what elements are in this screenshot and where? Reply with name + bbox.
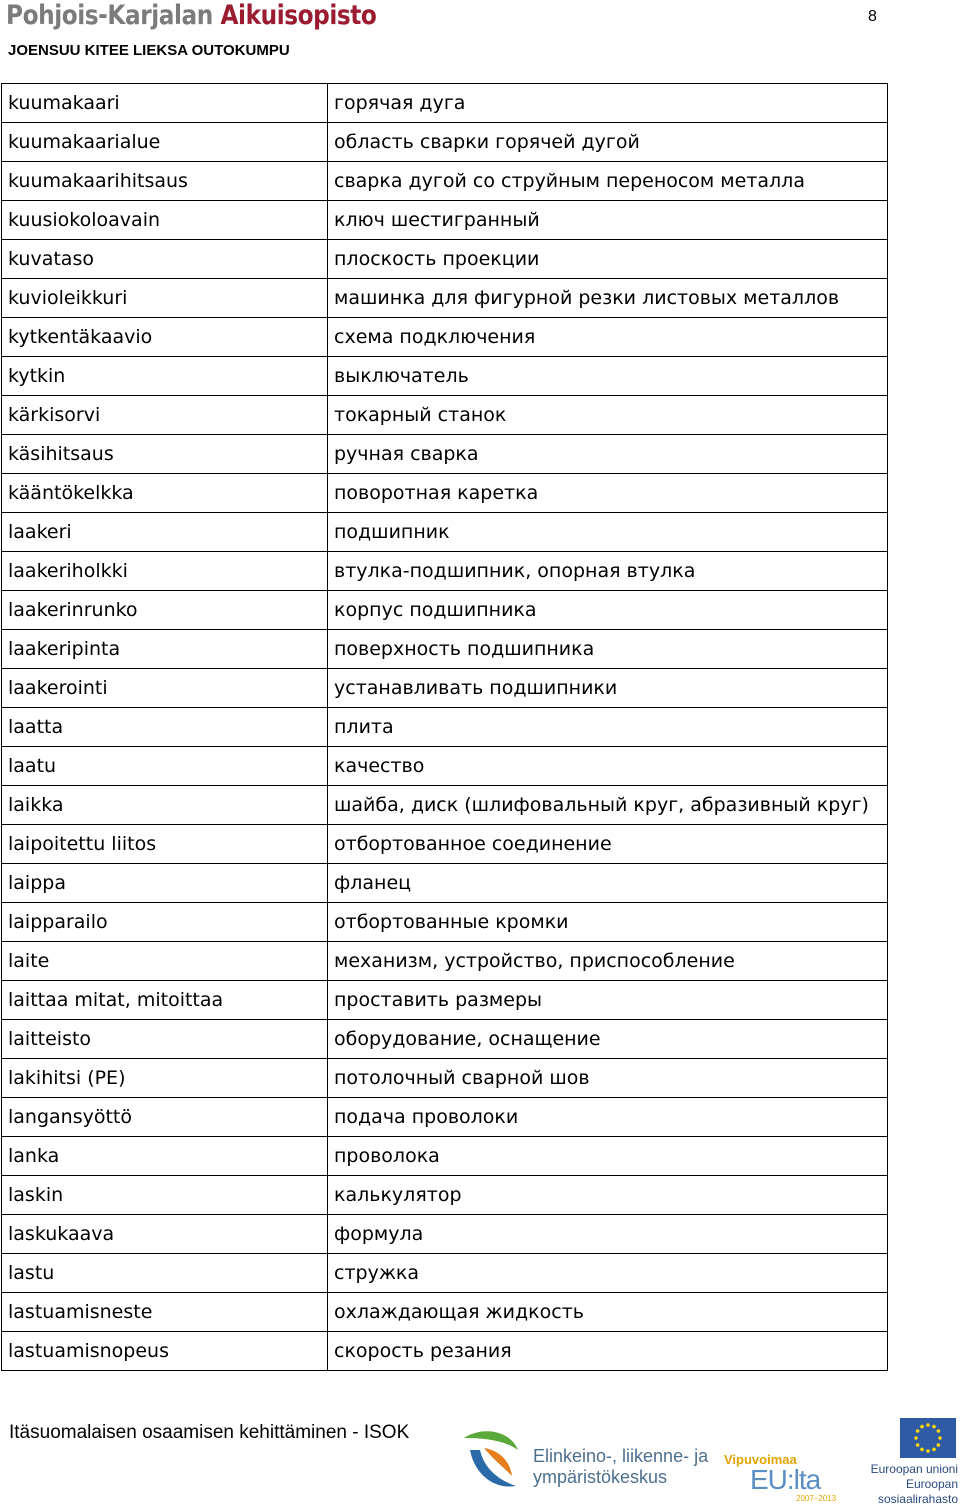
table-row <box>2 630 888 669</box>
russian-term-cell: скорость резания <box>328 1332 888 1371</box>
table-row <box>2 1254 888 1293</box>
organization-logo <box>6 0 376 40</box>
table-row <box>2 942 888 981</box>
finnish-term-cell: käsihitsaus <box>2 435 328 474</box>
eu-flag-icon <box>900 1418 956 1458</box>
finnish-term-cell: lastuamisnopeus <box>2 1332 328 1371</box>
finnish-term-cell: laskin <box>2 1176 328 1215</box>
russian-term-cell: потолочный сварной шов <box>328 1059 888 1098</box>
finnish-term-cell: laipoitettu liitos <box>2 825 328 864</box>
finnish-term-cell: kytkin <box>2 357 328 396</box>
ely-logo-icon <box>458 1424 530 1496</box>
eu-line-2: Euroopan sosiaalirahasto <box>877 1477 958 1506</box>
finnish-term-cell: laatu <box>2 747 328 786</box>
russian-term-cell: механизм, устройство, приспособление <box>328 942 888 981</box>
russian-term-cell: формула <box>328 1215 888 1254</box>
finnish-term-cell: kytkentäkaavio <box>2 318 328 357</box>
russian-term-cell: стружка <box>328 1254 888 1293</box>
russian-term-cell: подача проволоки <box>328 1098 888 1137</box>
russian-term-cell: схема подключения <box>328 318 888 357</box>
finnish-term-cell: laittaa mitat, mitoittaa <box>2 981 328 1020</box>
table-row <box>2 552 888 591</box>
glossary-body <box>2 84 888 1371</box>
table-row <box>2 1215 888 1254</box>
russian-term-cell: плоскость проекции <box>328 240 888 279</box>
table-row <box>2 1332 888 1371</box>
finnish-term-cell: lanka <box>2 1137 328 1176</box>
eu-line-1: Euroopan unioni <box>870 1462 958 1476</box>
ely-line-1: Elinkeino-, liikenne- ja <box>533 1446 709 1466</box>
logo-text-name: Aikuisopisto <box>220 0 377 31</box>
finnish-term-cell: laakerointi <box>2 669 328 708</box>
russian-term-cell: горячая дуга <box>328 84 888 123</box>
finnish-term-cell: laikka <box>2 786 328 825</box>
table-row <box>2 591 888 630</box>
table-row <box>2 435 888 474</box>
table-row <box>2 1137 888 1176</box>
finnish-term-cell: laitteisto <box>2 1020 328 1059</box>
table-row <box>2 201 888 240</box>
table-row <box>2 1020 888 1059</box>
finnish-term-cell: kuumakaarihitsaus <box>2 162 328 201</box>
russian-term-cell: подшипник <box>328 513 888 552</box>
russian-term-cell: фланец <box>328 864 888 903</box>
ely-logo-text <box>533 1446 708 1488</box>
eu-logo-text <box>836 1462 958 1507</box>
table-row <box>2 123 888 162</box>
table-row <box>2 1176 888 1215</box>
table-row <box>2 1098 888 1137</box>
finnish-term-cell: kuvioleikkuri <box>2 279 328 318</box>
finnish-term-cell: kärkisorvi <box>2 396 328 435</box>
table-row <box>2 786 888 825</box>
finnish-term-cell: laakeriholkki <box>2 552 328 591</box>
vipuvoimaa-text: Vipuvoimaa <box>724 1452 797 1467</box>
russian-term-cell: ключ шестигранный <box>328 201 888 240</box>
finnish-term-cell: laakeri <box>2 513 328 552</box>
table-row <box>2 1059 888 1098</box>
russian-term-cell: выключатель <box>328 357 888 396</box>
russian-term-cell: устанавливать подшипники <box>328 669 888 708</box>
table-row <box>2 903 888 942</box>
finnish-term-cell: lastu <box>2 1254 328 1293</box>
finnish-term-cell: kuumakaarialue <box>2 123 328 162</box>
finnish-term-cell: langansyöttö <box>2 1098 328 1137</box>
table-row <box>2 825 888 864</box>
table-row <box>2 864 888 903</box>
table-row <box>2 279 888 318</box>
finnish-term-cell: laite <box>2 942 328 981</box>
eulta-text: EU:lta <box>750 1464 821 1495</box>
finnish-term-cell: kuumakaari <box>2 84 328 123</box>
russian-term-cell: поверхность подшипника <box>328 630 888 669</box>
russian-term-cell: оборудование, оснащение <box>328 1020 888 1059</box>
russian-term-cell: машинка для фигурной резки листовых металлов <box>328 279 888 318</box>
russian-term-cell: ручная сварка <box>328 435 888 474</box>
finnish-term-cell: laipparailo <box>2 903 328 942</box>
table-row <box>2 708 888 747</box>
finnish-term-cell: kuusiokoloavain <box>2 201 328 240</box>
russian-term-cell: калькулятор <box>328 1176 888 1215</box>
russian-term-cell: проволока <box>328 1137 888 1176</box>
table-row <box>2 162 888 201</box>
russian-term-cell: плита <box>328 708 888 747</box>
finnish-term-cell: laippa <box>2 864 328 903</box>
header-subtitle: JOENSUU KITEE LIEKSA OUTOKUMPU <box>8 42 290 59</box>
table-row <box>2 240 888 279</box>
table-row <box>2 396 888 435</box>
finnish-term-cell: laakeripinta <box>2 630 328 669</box>
finnish-term-cell: laatta <box>2 708 328 747</box>
glossary-table <box>1 83 888 1371</box>
russian-term-cell: отбортованные кромки <box>328 903 888 942</box>
russian-term-cell: шайба, диск (шлифовальный круг, абразивный круг) <box>328 786 888 825</box>
russian-term-cell: поворотная каретка <box>328 474 888 513</box>
table-row <box>2 1293 888 1332</box>
table-row <box>2 357 888 396</box>
finnish-term-cell: kääntökelkka <box>2 474 328 513</box>
russian-term-cell: область сварки горячей дугой <box>328 123 888 162</box>
table-row <box>2 84 888 123</box>
page-number: 8 <box>868 8 877 25</box>
finnish-term-cell: laakerinrunko <box>2 591 328 630</box>
russian-term-cell: проставить размеры <box>328 981 888 1020</box>
russian-term-cell: качество <box>328 747 888 786</box>
finnish-term-cell: lastuamisneste <box>2 1293 328 1332</box>
russian-term-cell: охлаждающая жидкость <box>328 1293 888 1332</box>
russian-term-cell: отбортованное соединение <box>328 825 888 864</box>
finnish-term-cell: lakihitsi (PE) <box>2 1059 328 1098</box>
eulta-years-text: 2007–2013 <box>796 1494 837 1503</box>
table-row <box>2 513 888 552</box>
ely-line-2: ympäristökeskus <box>533 1467 668 1487</box>
table-row <box>2 474 888 513</box>
finnish-term-cell: kuvataso <box>2 240 328 279</box>
table-row <box>2 669 888 708</box>
russian-term-cell: корпус подшипника <box>328 591 888 630</box>
logo-text-region: Pohjois-Karjalan <box>6 0 221 31</box>
table-row <box>2 318 888 357</box>
russian-term-cell: токарный станок <box>328 396 888 435</box>
finnish-term-cell: laskukaava <box>2 1215 328 1254</box>
table-row <box>2 981 888 1020</box>
table-row <box>2 747 888 786</box>
russian-term-cell: втулка-подшипник, опорная втулка <box>328 552 888 591</box>
footer-project-text: Itäsuomalaisen osaamisen kehittäminen - ISOK <box>9 1422 410 1443</box>
russian-term-cell: сварка дугой со струйным переносом металла <box>328 162 888 201</box>
